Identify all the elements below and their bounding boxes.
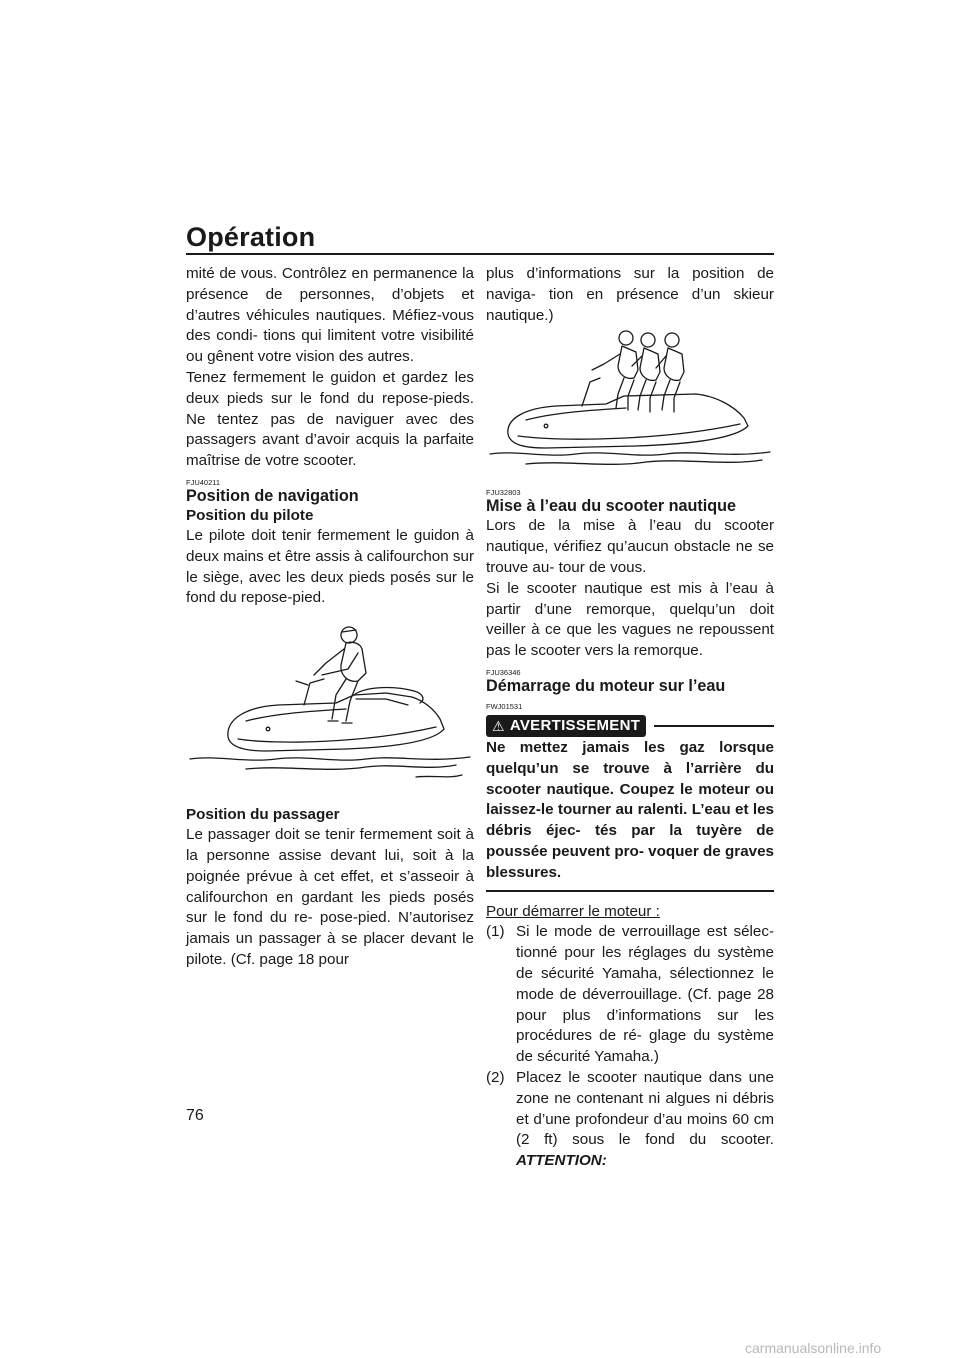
pilot-paragraph: Le pilote doit tenir fermement le guidon à deux mains et être assis à califourchon sur le siège, avec les deux pieds posés sur le fond du repose-pied. [186, 526, 474, 607]
intro-paragraph-2: Tenez fermement le guidon et gardez les deux pieds sur le fond du repose-pieds. Ne tentez pas de naviguer avec des passagers avant d’avoir acquis la parfaite maîtrise de votre scooter. [186, 368, 474, 470]
section-code: FJU36346 [486, 667, 521, 677]
step-number: (1) [486, 923, 505, 941]
step-text-body: Placez le scooter nautique dans une zone ne contenant ni algues ni débris et d’une profondeur d’au moins 60 cm (2 ft) sous le fond du scooter. [516, 1068, 774, 1149]
passenger-paragraph: Le passager doit se tenir fermement soit à la personne assise devant lui, soit à la poignée prévue à cet effet, et s’asseoir à califourchon en gardant les pieds posés sur le fond du re- pose-pied. N’autorisez jamais un passager à se placer devant le pilote. (Cf. page 18 pour [186, 826, 474, 968]
section-code: FJU32803 [486, 488, 521, 498]
warning-label [486, 715, 646, 737]
warning-text: Ne mettez jamais les gaz lorsque quelqu’un se trouve à l’arrière du scooter nautique. Coupez le moteur ou laissez-le tourner au ralenti. L’eau et les débris éjec- tés par la tuyère de poussée peuvent pro- voquer de graves blessures. [486, 738, 774, 881]
subheading-passenger: Position du passager [186, 806, 340, 824]
launch-paragraph-2: Si le scooter nautique est mis à l’eau à partir d’une remorque, quelqu’un doit veiller à ce que les vagues ne repoussent pas le scooter vers la remorque. [486, 579, 774, 660]
warning-label-text: AVERTISSEMENT [509, 716, 641, 734]
step-text [516, 1068, 774, 1172]
step-item [486, 922, 774, 1068]
section-code: FJU40211 [186, 477, 221, 487]
section-heading-launch: Mise à l’eau du scooter nautique [486, 497, 737, 516]
right-column [486, 264, 774, 1172]
intro-paragraph-1: mité de vous. Contrôlez en permanence la présence de personnes, d’objets et d’autres véhicules nautiques. Méfiez-vous des condi- tions qui limitent votre visibilité ou gênent votre vision des autres. [186, 265, 474, 366]
pilot-illustration [186, 609, 474, 805]
launch-paragraph-1: Lors de la mise à l’eau du scooter nautique, vérifiez qu’aucun obstacle ne se trouve au- tour de vous. [486, 517, 774, 576]
subheading-pilot: Position du pilote [186, 506, 314, 524]
step-number: (2) [486, 1068, 505, 1086]
page-title: Opération [186, 222, 316, 252]
step-text: Si le mode de verrouillage est sélec- tionné pour les réglages du système de sécurité Yamaha, sélectionnez le mode de déverrouillage. (Cf. page 28 pour plus d’informations sur les procédures de ré- glage du système de sécurité Yamaha.) [516, 923, 774, 1066]
warning-header [486, 714, 774, 738]
warning-bottom-rule [486, 890, 774, 892]
continuation-paragraph: plus d’informations sur la position de naviga- tion en présence d’un skieur nautique.) [486, 265, 774, 324]
section-heading-navigation: Position de navigation [186, 486, 359, 505]
attention-label: ATTENTION: [516, 1152, 607, 1170]
passengers-illustration [486, 326, 774, 482]
warning-box [486, 714, 774, 892]
left-column [186, 264, 474, 971]
warning-code: FWJ01531 [486, 701, 523, 711]
steps-intro: Pour démarrer le moteur : [486, 902, 660, 920]
warning-rule [654, 725, 774, 727]
step-item [486, 1068, 774, 1172]
section-heading-start: Démarrage du moteur sur l’eau [486, 676, 726, 695]
watermark: carmanualsonline.info [745, 1340, 882, 1356]
warning-icon: ⚠ [492, 717, 505, 734]
page-number: 76 [186, 1107, 204, 1124]
title-rule [186, 253, 774, 255]
